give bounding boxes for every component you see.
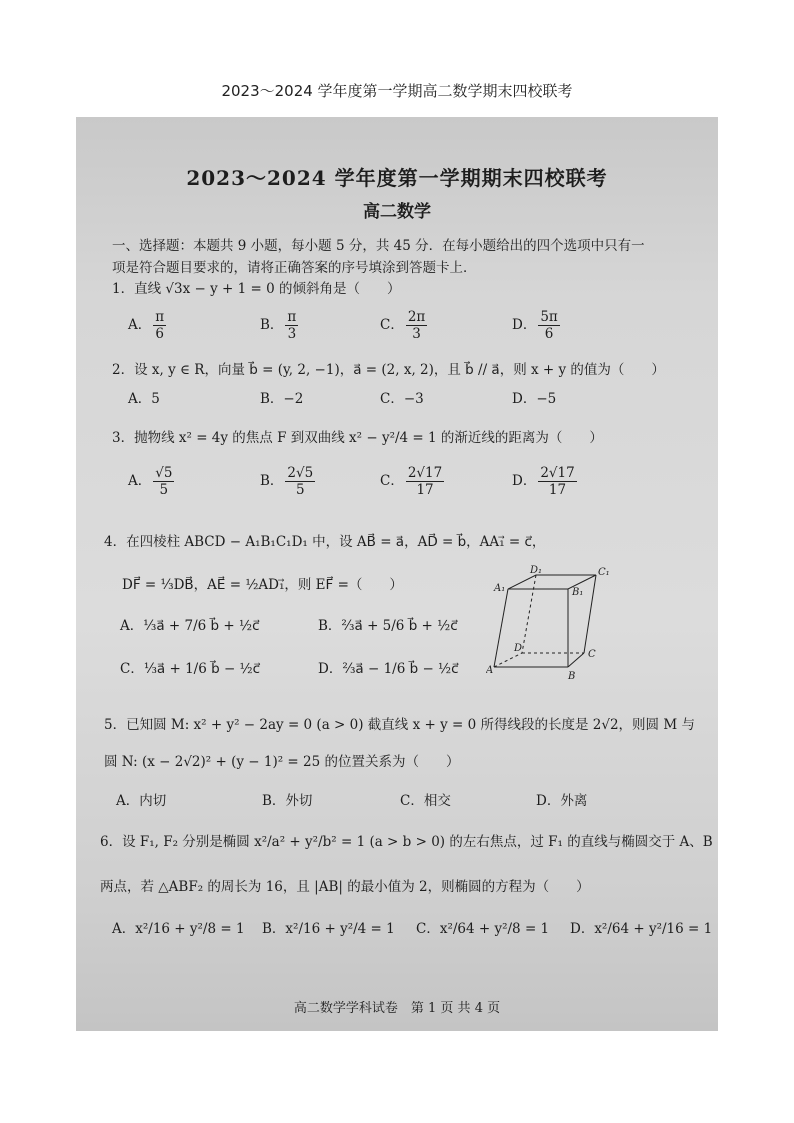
question-5-option-b: B．外切: [262, 793, 313, 809]
prism-figure: [486, 565, 626, 685]
question-4-option-d: D．⅔a⃗ − 1/6 b⃗ − ½c⃗: [318, 661, 459, 677]
question-3-option-d: D． $\frac{2√17}{17}$: [512, 465, 575, 499]
question-6-option-d: D．x²/64 + y²/16 = 1: [570, 921, 713, 937]
exam-subtitle: 高二数学: [363, 202, 431, 222]
question-3-option-a: A． $\frac{√5}{5}$: [128, 465, 173, 499]
question-6-option-c: C．x²/64 + y²/8 = 1: [416, 921, 550, 937]
instructions-line-2: 项是符合题目要求的，请将正确答案的序号填涂到答题卡上．: [112, 260, 477, 276]
question-4-stem-1: 4．在四棱柱 ABCD − A₁B₁C₁D₁ 中，设 AB⃗ = a⃗，AD⃗ = b⃗，AA₁⃗ = c⃗，: [104, 534, 546, 550]
page-footer: 高二数学学科试卷 第 1 页 共 4 页: [293, 1001, 501, 1016]
exam-title: 2023～2024 学年度第一学期期末四校联考: [186, 166, 608, 190]
question-2-option-c: C．−3: [380, 391, 424, 407]
question-5-option-a: A．内切: [116, 793, 167, 809]
label-d: D: [514, 643, 523, 654]
question-1-stem: 1．直线 √3x − y + 1 = 0 的倾斜角是（ ）: [112, 281, 401, 297]
question-5-stem-1: 5．已知圆 M: x² + y² − 2ay = 0 (a > 0) 截直线 x + y = 0 所得线段的长度是 2√2，则圆 M 与: [104, 717, 695, 733]
question-2-option-b: B．−2: [260, 391, 304, 407]
question-6-stem-1: 6．设 F₁, F₂ 分别是椭圆 x²/a² + y²/b² = 1 (a > b > 0) 的左右焦点，过 F₁ 的直线与椭圆交于 A、B: [100, 834, 713, 850]
label-d1: D₁: [530, 565, 543, 576]
label-b1: B₁: [572, 587, 584, 598]
label-a1: A₁: [494, 583, 506, 594]
prism-edge-bc: [568, 653, 584, 667]
prism-hidden-edge-d: [522, 575, 536, 653]
question-4-option-a: A．⅓a⃗ + 7/6 b⃗ + ½c⃗: [120, 618, 260, 634]
question-1-option-b: B． $\frac{\pi}{3}$: [260, 309, 297, 343]
question-2-option-d: D．−5: [512, 391, 557, 407]
question-4-stem-2: DF⃗ = ⅓DB⃗，AE⃗ = ½AD₁⃗，则 EF⃗ =（ ）: [122, 577, 403, 593]
instructions-line-1: 一、选择题：本题共 9 小题，每小题 5 分，共 45 分．在每小题给出的四个选项中只有一: [112, 238, 645, 254]
question-6-option-b: B．x²/16 + y²/4 = 1: [262, 921, 395, 937]
question-5-stem-2: 圆 N: (x − 2√2)² + (y − 1)² = 25 的位置关系为（ ）: [104, 754, 460, 770]
question-3-stem: 3．抛物线 x² = 4y 的焦点 F 到双曲线 x² − y²/4 = 1 的渐近线的距离为（ ）: [112, 430, 603, 446]
question-4-option-c: C．⅓a⃗ + 1/6 b⃗ − ½c⃗: [120, 661, 261, 677]
question-3-option-b: B． $\frac{2√5}{5}$: [260, 465, 314, 499]
label-a: A: [486, 665, 494, 676]
question-1-option-d: D． $\frac{5\pi}{6}$: [512, 309, 558, 343]
question-1-option-a: A． $\frac{\pi}{6}$: [128, 309, 165, 343]
question-5-option-d: D．外离: [536, 793, 588, 809]
question-6-stem-2: 两点，若 △ABF₂ 的周长为 16，且 |AB| 的最小值为 2，则椭圆的方程为（ ）: [100, 879, 590, 895]
prism-hidden-edge-ad: [494, 653, 522, 667]
question-2-stem: 2．设 x, y ∈ R，向量 b⃗ = (y, 2, −1)，a⃗ = (2, x, 2)，且 b⃗ // a⃗，则 x + y 的值为（ ）: [112, 362, 665, 378]
prism-edge-a: [494, 589, 508, 667]
question-1-option-c: C． $\frac{2\pi}{3}$: [380, 309, 426, 343]
question-4-option-b: B．⅔a⃗ + 5/6 b⃗ + ½c⃗: [318, 618, 458, 634]
prism-edge-c: [584, 575, 596, 653]
question-5-option-c: C．相交: [400, 793, 451, 809]
label-c: C: [588, 649, 596, 660]
document-header: 2023～2024 学年度第一学期高二数学期末四校联考: [221, 82, 573, 100]
exam-photo: [76, 117, 718, 1031]
question-6-option-a: A．x²/16 + y²/8 = 1: [112, 921, 245, 937]
label-b: B: [568, 671, 576, 682]
label-c1: C₁: [598, 567, 610, 578]
question-3-option-c: C． $\frac{2√17}{17}$: [380, 465, 443, 499]
question-2-option-a: A．5: [128, 391, 160, 407]
